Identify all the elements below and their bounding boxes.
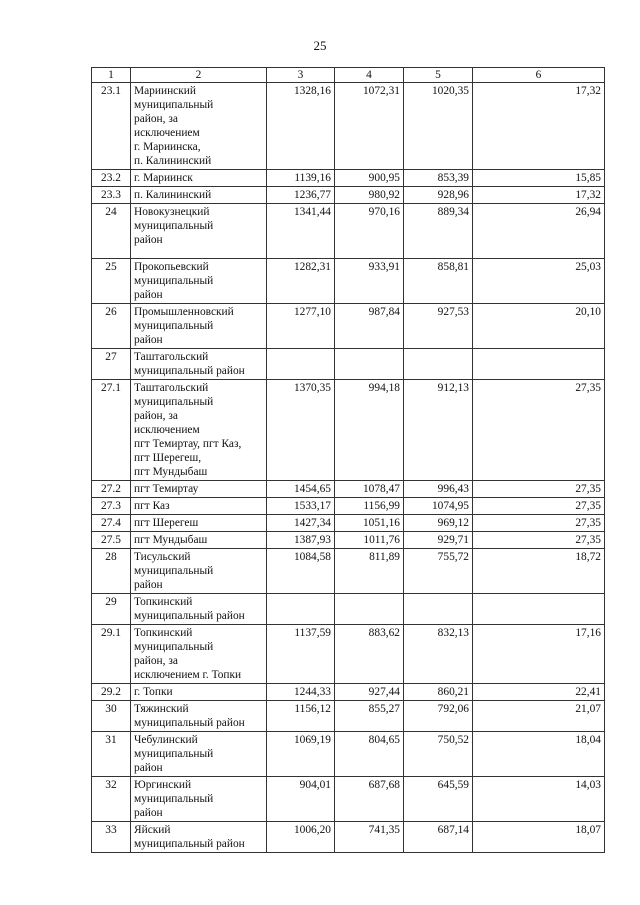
value-col-4: 970,16 (335, 204, 404, 259)
row-code: 27.4 (92, 515, 131, 532)
territory-name-line: муниципальный (134, 565, 214, 577)
territory-name-line: район (134, 762, 163, 774)
table-row (92, 498, 605, 515)
row-code: 23.1 (92, 83, 131, 170)
row-code: 27 (92, 349, 131, 380)
value-col-3: 1341,44 (267, 204, 335, 259)
territory-name (131, 732, 267, 777)
territory-name-line: пгт Мундыбаш (134, 466, 208, 478)
territory-name-line: исключением г. Топки (134, 669, 242, 681)
value-col-5: 792,06 (404, 701, 473, 732)
value-col-4: 1011,76 (335, 532, 404, 549)
value-col-5: 1020,35 (404, 83, 473, 170)
page-number: 25 (313, 38, 327, 53)
territory-name (131, 532, 267, 549)
table-row (92, 625, 605, 684)
territory-name-line: муниципальный (134, 220, 214, 232)
territory-name-line: Юргинский (134, 779, 192, 791)
table-row (92, 304, 605, 349)
row-code: 29.2 (92, 684, 131, 701)
value-col-4: 883,62 (335, 625, 404, 684)
value-col-6: 20,10 (473, 304, 605, 349)
territory-name-line: п. Калининский (134, 155, 212, 167)
territory-name-line: исключением (134, 127, 200, 139)
table-row (92, 732, 605, 777)
value-col-4: 804,65 (335, 732, 404, 777)
territory-name (131, 380, 267, 481)
territory-name-line: Таштагольский (134, 351, 209, 363)
value-col-6: 21,07 (473, 701, 605, 732)
territory-name-line: пгт Каз (134, 500, 170, 512)
value-col-4: 900,95 (335, 170, 404, 187)
territory-name (131, 259, 267, 304)
value-col-4 (335, 594, 404, 625)
value-col-6: 26,94 (473, 204, 605, 259)
table-row (92, 515, 605, 532)
value-col-6: 27,35 (473, 498, 605, 515)
territory-name-line: муниципальный (134, 320, 214, 332)
territory-name-line: Прокопьевский (134, 261, 209, 273)
table-row (92, 549, 605, 594)
value-col-4 (335, 349, 404, 380)
territory-name-line: муниципальный район (134, 610, 245, 622)
value-col-3 (267, 594, 335, 625)
territory-name-line: п. Калининский (134, 189, 212, 201)
value-col-5: 853,39 (404, 170, 473, 187)
territory-name-line: Чебулинский (134, 734, 198, 746)
value-col-6: 17,32 (473, 187, 605, 204)
territory-name-line: Таштагольский (134, 382, 209, 394)
value-col-4: 741,35 (335, 822, 404, 853)
value-col-4: 994,18 (335, 380, 404, 481)
column-header-3: 3 (267, 68, 335, 83)
value-col-4: 1078,47 (335, 481, 404, 498)
value-col-3: 1006,20 (267, 822, 335, 853)
value-col-5: 889,34 (404, 204, 473, 259)
territory-name-line: район, за (134, 655, 178, 667)
value-col-5: 969,12 (404, 515, 473, 532)
territory-name-line: район (134, 234, 163, 246)
table-row (92, 684, 605, 701)
territory-name-line: район, за (134, 113, 178, 125)
value-col-3: 904,01 (267, 777, 335, 822)
territory-name (131, 204, 267, 259)
value-col-5: 1074,95 (404, 498, 473, 515)
territory-name-line: муниципальный (134, 99, 214, 111)
value-col-6: 17,32 (473, 83, 605, 170)
value-col-6: 18,07 (473, 822, 605, 853)
value-col-3: 1427,34 (267, 515, 335, 532)
value-col-5: 750,52 (404, 732, 473, 777)
territory-name-line: г. Мариинск (134, 172, 193, 184)
row-code: 27.1 (92, 380, 131, 481)
value-col-3: 1282,31 (267, 259, 335, 304)
territory-name-line: Топкинский (134, 627, 193, 639)
value-col-5: 928,96 (404, 187, 473, 204)
value-col-5 (404, 594, 473, 625)
territory-name-line: муниципальный район (134, 838, 245, 850)
value-col-6: 18,04 (473, 732, 605, 777)
table-row (92, 822, 605, 853)
territory-name-line: муниципальный район (134, 365, 245, 377)
territory-name (131, 304, 267, 349)
value-col-3: 1277,10 (267, 304, 335, 349)
value-col-4: 927,44 (335, 684, 404, 701)
column-header-4: 4 (335, 68, 404, 83)
table-row (92, 594, 605, 625)
territory-name (131, 625, 267, 684)
value-col-4: 855,27 (335, 701, 404, 732)
value-col-4: 933,91 (335, 259, 404, 304)
territory-name-line: район (134, 289, 163, 301)
row-code: 27.2 (92, 481, 131, 498)
row-code: 27.3 (92, 498, 131, 515)
territory-name (131, 594, 267, 625)
table-row (92, 777, 605, 822)
value-col-3: 1236,77 (267, 187, 335, 204)
territory-name-line: муниципальный (134, 396, 214, 408)
table-row (92, 204, 605, 259)
table-row (92, 349, 605, 380)
value-col-6: 27,35 (473, 515, 605, 532)
territory-name (131, 515, 267, 532)
value-col-6: 18,72 (473, 549, 605, 594)
territory-name (131, 83, 267, 170)
table-row (92, 481, 605, 498)
value-col-3: 1156,12 (267, 701, 335, 732)
column-header-1: 1 (92, 68, 131, 83)
value-col-4: 811,89 (335, 549, 404, 594)
territory-name-line: Тисульский (134, 551, 191, 563)
value-col-5: 858,81 (404, 259, 473, 304)
value-col-6: 25,03 (473, 259, 605, 304)
row-code: 23.3 (92, 187, 131, 204)
territory-name-line: район, за (134, 410, 178, 422)
row-code: 25 (92, 259, 131, 304)
value-col-5: 645,59 (404, 777, 473, 822)
value-col-6: 27,35 (473, 380, 605, 481)
value-col-5: 996,43 (404, 481, 473, 498)
territory-name (131, 170, 267, 187)
value-col-3: 1533,17 (267, 498, 335, 515)
value-col-3: 1137,59 (267, 625, 335, 684)
value-col-5: 860,21 (404, 684, 473, 701)
value-col-6 (473, 594, 605, 625)
territory-name (131, 481, 267, 498)
row-code: 23.2 (92, 170, 131, 187)
territory-name-line: район (134, 579, 163, 591)
row-code: 29 (92, 594, 131, 625)
territory-name-line: пгт Шерегеш, (134, 452, 202, 464)
value-col-5: 912,13 (404, 380, 473, 481)
value-col-3: 1370,35 (267, 380, 335, 481)
value-col-5: 929,71 (404, 532, 473, 549)
value-col-6: 14,03 (473, 777, 605, 822)
tariff-table (91, 67, 605, 853)
territory-name (131, 187, 267, 204)
territory-name-line: пгт Темиртау, пгт Каз, (134, 438, 242, 450)
territory-name-line: пгт Темиртау (134, 483, 199, 495)
territory-name-line: Тяжинский (134, 703, 189, 715)
row-code: 33 (92, 822, 131, 853)
value-col-3: 1328,16 (267, 83, 335, 170)
territory-name-line: муниципальный (134, 748, 214, 760)
territory-name-line: муниципальный (134, 641, 214, 653)
value-col-4: 1051,16 (335, 515, 404, 532)
territory-name (131, 777, 267, 822)
value-col-6: 17,16 (473, 625, 605, 684)
territory-name-line: Промышленновский (134, 306, 234, 318)
value-col-4: 987,84 (335, 304, 404, 349)
territory-name (131, 549, 267, 594)
column-header-6: 6 (473, 68, 605, 83)
value-col-5: 832,13 (404, 625, 473, 684)
territory-name (131, 684, 267, 701)
value-col-3: 1139,16 (267, 170, 335, 187)
value-col-4: 1072,31 (335, 83, 404, 170)
territory-name-line: муниципальный район (134, 717, 245, 729)
territory-name-line: г. Топки (134, 686, 173, 698)
row-code: 32 (92, 777, 131, 822)
column-number-row (92, 68, 605, 83)
value-col-3: 1084,58 (267, 549, 335, 594)
territory-name-line: муниципальный (134, 793, 214, 805)
territory-name-line: Топкинский (134, 596, 193, 608)
row-code: 28 (92, 549, 131, 594)
territory-name-line: муниципальный (134, 275, 214, 287)
row-code: 26 (92, 304, 131, 349)
value-col-6: 22,41 (473, 684, 605, 701)
table-row (92, 701, 605, 732)
value-col-5: 687,14 (404, 822, 473, 853)
value-col-3: 1454,65 (267, 481, 335, 498)
value-col-3: 1387,93 (267, 532, 335, 549)
territory-name-line: Яйский (134, 824, 171, 836)
row-code: 27.5 (92, 532, 131, 549)
territory-name-line: пгт Шерегеш (134, 517, 199, 529)
territory-name (131, 822, 267, 853)
value-col-6: 27,35 (473, 532, 605, 549)
value-col-5 (404, 349, 473, 380)
table-row (92, 170, 605, 187)
territory-name-line: Мариинский (134, 85, 196, 97)
row-code: 30 (92, 701, 131, 732)
value-col-3: 1069,19 (267, 732, 335, 777)
table-row (92, 259, 605, 304)
column-header-5: 5 (404, 68, 473, 83)
value-col-6 (473, 349, 605, 380)
table-row (92, 380, 605, 481)
value-col-6: 27,35 (473, 481, 605, 498)
row-code: 31 (92, 732, 131, 777)
territory-name-line: пгт Мундыбаш (134, 534, 208, 546)
value-col-4: 687,68 (335, 777, 404, 822)
territory-name-line: район (134, 807, 163, 819)
table-row (92, 83, 605, 170)
column-header-2: 2 (131, 68, 267, 83)
territory-name (131, 701, 267, 732)
territory-name-line: г. Мариинска, (134, 141, 201, 153)
territory-name (131, 498, 267, 515)
value-col-4: 1156,99 (335, 498, 404, 515)
row-code: 29.1 (92, 625, 131, 684)
territory-name-line: Новокузнецкий (134, 206, 210, 218)
table-row (92, 532, 605, 549)
value-col-6: 15,85 (473, 170, 605, 187)
value-col-4: 980,92 (335, 187, 404, 204)
value-col-5: 755,72 (404, 549, 473, 594)
row-code: 24 (92, 204, 131, 259)
value-col-5: 927,53 (404, 304, 473, 349)
territory-name (131, 349, 267, 380)
territory-name-line: исключением (134, 424, 200, 436)
table-row (92, 187, 605, 204)
value-col-3 (267, 349, 335, 380)
territory-name-line: район (134, 334, 163, 346)
value-col-3: 1244,33 (267, 684, 335, 701)
